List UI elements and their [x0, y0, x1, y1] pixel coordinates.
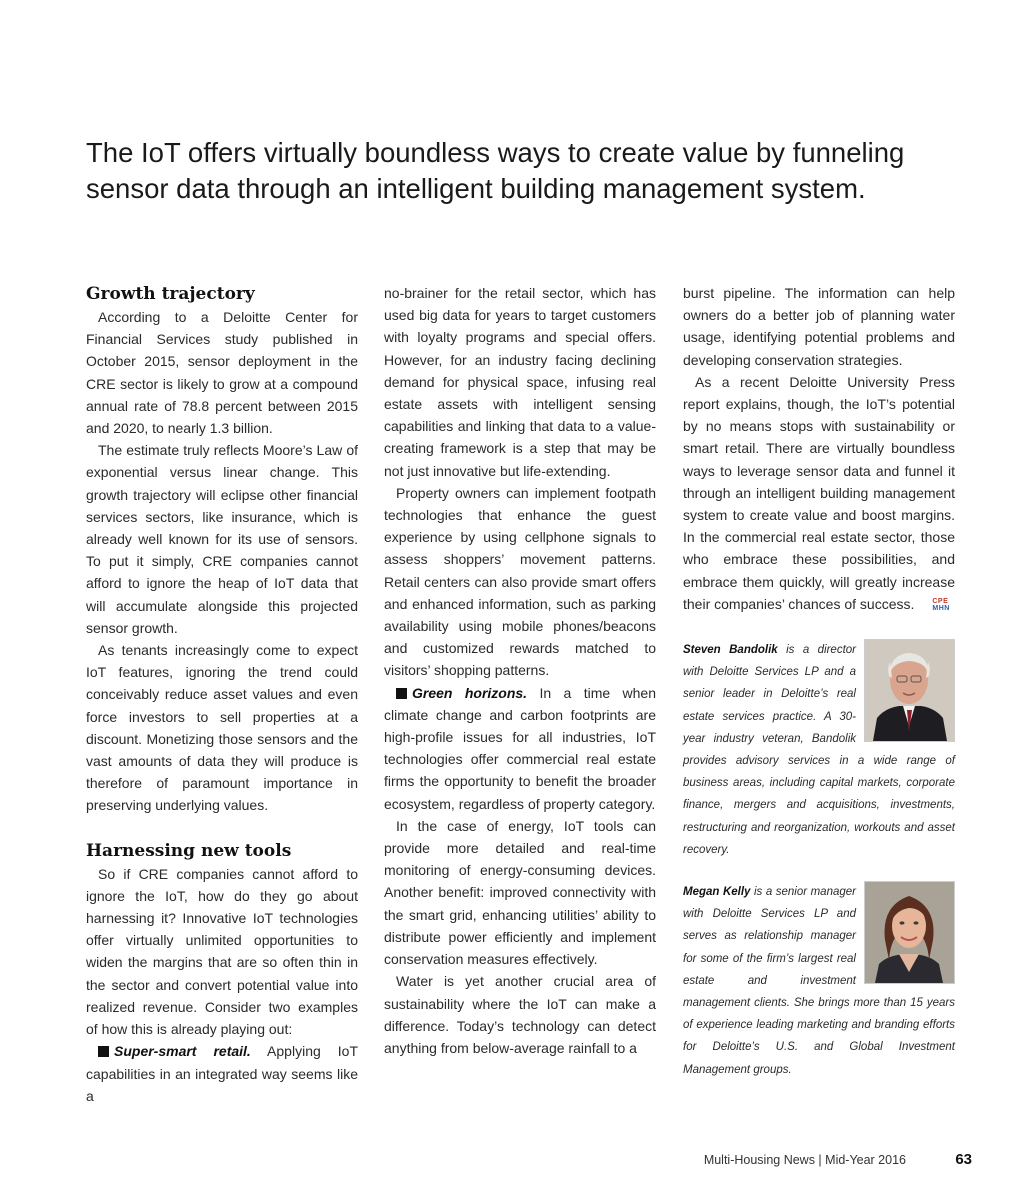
publication-info: Multi-Housing News | Mid-Year 2016 [703, 1153, 906, 1167]
body-paragraph: In the case of energy, IoT tools can provide more detailed and real-time monitoring of energy-consuming devices. Another benefit: improved connectivity with the smart grid, enhancing utilities’ ability to distribute power efficiently and implement conservation measures effectively. [384, 817, 656, 968]
square-bullet-icon [98, 1046, 109, 1057]
section-heading-growth-trajectory: Growth trajectory [86, 284, 255, 304]
body-paragraph: no-brainer for the retail sector, which has used big data for years to target customers with loyalty programs and special offers. However, for an industry facing declining demand for physical space, infusing real estate assets with intelligent sensing capabilities and linking that data to a value-creating framework is a step that may be not just innovative but life-extending. [384, 285, 656, 479]
column-3 [683, 282, 955, 615]
body-paragraph: The estimate truly reflects Moore’s Law of exponential versus linear change. This growth trajectory will eclipse other financial services sectors, like insurance, which is already well known for its use of sensors. To put it simply, CRE companies cannot afford to ignore the heap of IoT data that will accumulate alongside this projected sensor growth. [86, 442, 358, 636]
author-photo-megan-kelly [864, 881, 955, 984]
author-name: Megan Kelly [683, 886, 751, 898]
author-bio-megan-kelly [683, 881, 955, 1081]
run-in-heading: Super-smart retail. [114, 1043, 251, 1060]
end-of-article-mark-icon: CPE MHN [932, 597, 950, 612]
bio-text: Steven Bandolik is a director with Deloitte Services LP and a senior leader in Deloitte’s real estate services practice. A 30-year industry veteran, Bandolik provides advisory services in a wide range of business areas, including capital markets, corporate finance, mergers and acquisitions, investments, restructuring and reorganization, workouts and asset recovery. [683, 644, 955, 856]
body-paragraph-green-horizons [384, 682, 656, 815]
body-paragraph: As tenants increasingly come to expect IoT features, ignoring the trend could conceivably reduce asset values and even force investors to sell properties at a discount. Monetizing those sensors and the vast amounts of data they will produce is therefore of paramount importance in preserving underlying values. [86, 642, 358, 814]
body-paragraph [683, 371, 955, 615]
body-paragraph: According to a Deloitte Center for Financial Services study published in October 2015, sensor deployment in the CRE sector is likely to grow at a compound annual rate of 78.8 percent between 2015 and 2020, to nearly 1.3 billion. [86, 309, 358, 437]
run-in-heading: Green horizons. [412, 684, 528, 701]
page-footer [660, 1151, 976, 1171]
body-paragraph: So if CRE companies cannot afford to ignore the IoT, how do they go about harnessing it? Innovative IoT technologies offer virtually unlimited opportunities to widen the margins that are so often thin in the sector and convert potential value into realized revenue. Consider two examples of how this is already playing out: [86, 865, 358, 1038]
square-bullet-icon [396, 688, 407, 699]
body-text: As a recent Deloitte University Press report explains, though, the IoT’s potential by no means stops with sustainability or smart retail. There are virtually boundless ways to leverage sensor data and funnel it through an intelligent building management system to create value and boost margins. In the commercial real estate sector, those who embrace these possibilities, and embrace them quickly, will greatly increase their companies’ chances of success. [683, 373, 955, 612]
body-paragraph-super-smart-retail [86, 1040, 358, 1107]
section-heading-harnessing-new-tools: Harnessing new tools [86, 840, 292, 861]
body-text: Applying IoT capabilities in an integrated way seems like a [86, 1043, 358, 1104]
body-paragraph: Property owners can implement footpath technologies that enhance the guest experience by using cellphone signals to assess shoppers’ movement patterns. Retail centers can also provide smart offers and enhanced information, such as parking availability using mobile phones/beacons and customized rewards matched to visitors’ shopping patterns. [384, 484, 656, 679]
body-text: In a time when climate change and carbon footprints are high-profile issues for all industries, IoT technologies offer commercial real estate firms the opportunity to benefit the broader ecosystem, regardless of property category. [384, 684, 657, 812]
body-paragraph: burst pipeline. The information can help owners do a better job of planning water usage, identifying potential problems and developing conservation strategies. [683, 285, 955, 368]
pull-quote: The IoT offers virtually boundless ways to create value by funneling sensor data through an intelligent building management system. [86, 137, 905, 204]
column-2 [384, 282, 656, 1059]
author-name: Steven Bandolik [683, 644, 778, 656]
page-number: 63 [955, 1151, 972, 1168]
body-paragraph: Water is yet another crucial area of sustainability where the IoT can make a difference. Today’s technology can detect anything from below-average rainfall to a [384, 973, 656, 1056]
column-1 [86, 282, 358, 1107]
author-bio-steven-bandolik [683, 639, 955, 861]
bio-text: Megan Kelly is a senior manager with Deloitte Services LP and serves as relationship manager for some of the firm’s largest real estate and investment management clients. She brings more than 15 years of experience leading marketing and branding efforts for Deloitte’s U.S. and Global Investment Management groups. [683, 886, 955, 1076]
author-photo-steven-bandolik [864, 639, 955, 742]
